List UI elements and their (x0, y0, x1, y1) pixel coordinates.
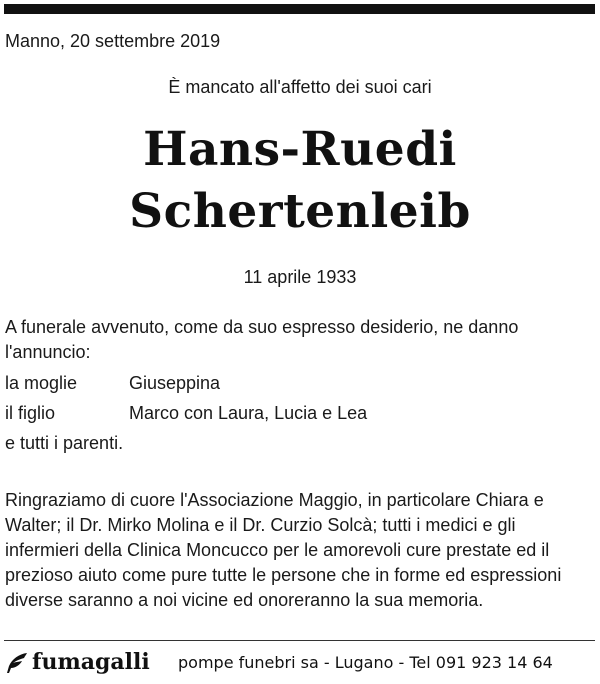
thanks-paragraph: Ringraziamo di cuore l'Associazione Maggio, in particolare Chiara e Walter; il Dr. Mirko Molina e il Dr. Curzio Solcà; tutti i medici e gli infermieri della Clinica Moncucco per le amorevoli cure prestate ed il prezioso aiuto come pure tutte le persone che in forme ed espressioni diverse saranno a noi vicine ed onoreranno la sua memoria. (5, 490, 562, 610)
top-rule (4, 4, 595, 14)
family-names: Giuseppina (129, 373, 221, 393)
footer-divider (4, 640, 595, 641)
intro-text: È mancato all'affetto dei suoi cari (168, 77, 432, 97)
relatives-text: e tutti i parenti. (5, 433, 124, 453)
place-date: Manno, 20 settembre 2019 (5, 31, 221, 51)
family-row-son (5, 402, 367, 424)
feather-icon (5, 651, 29, 675)
company-info: pompe funebri sa - Lugano - Tel 091 923 14 64 (178, 653, 553, 672)
footer (5, 648, 595, 678)
deceased-first-name: Hans-Ruedi (143, 122, 457, 177)
family-relation: il figlio (5, 403, 56, 423)
birth-date: 11 aprile 1933 (243, 267, 357, 287)
announcement-text: A funerale avvenuto, come da suo espresso desiderio, ne danno l'annuncio: (5, 317, 519, 362)
family-row-wife (5, 372, 220, 394)
family-names: Marco con Laura, Lucia e Lea (129, 403, 368, 423)
family-relation: la moglie (5, 373, 78, 393)
deceased-last-name: Schertenleib (129, 184, 471, 239)
logo-text: fumagalli (32, 649, 150, 675)
